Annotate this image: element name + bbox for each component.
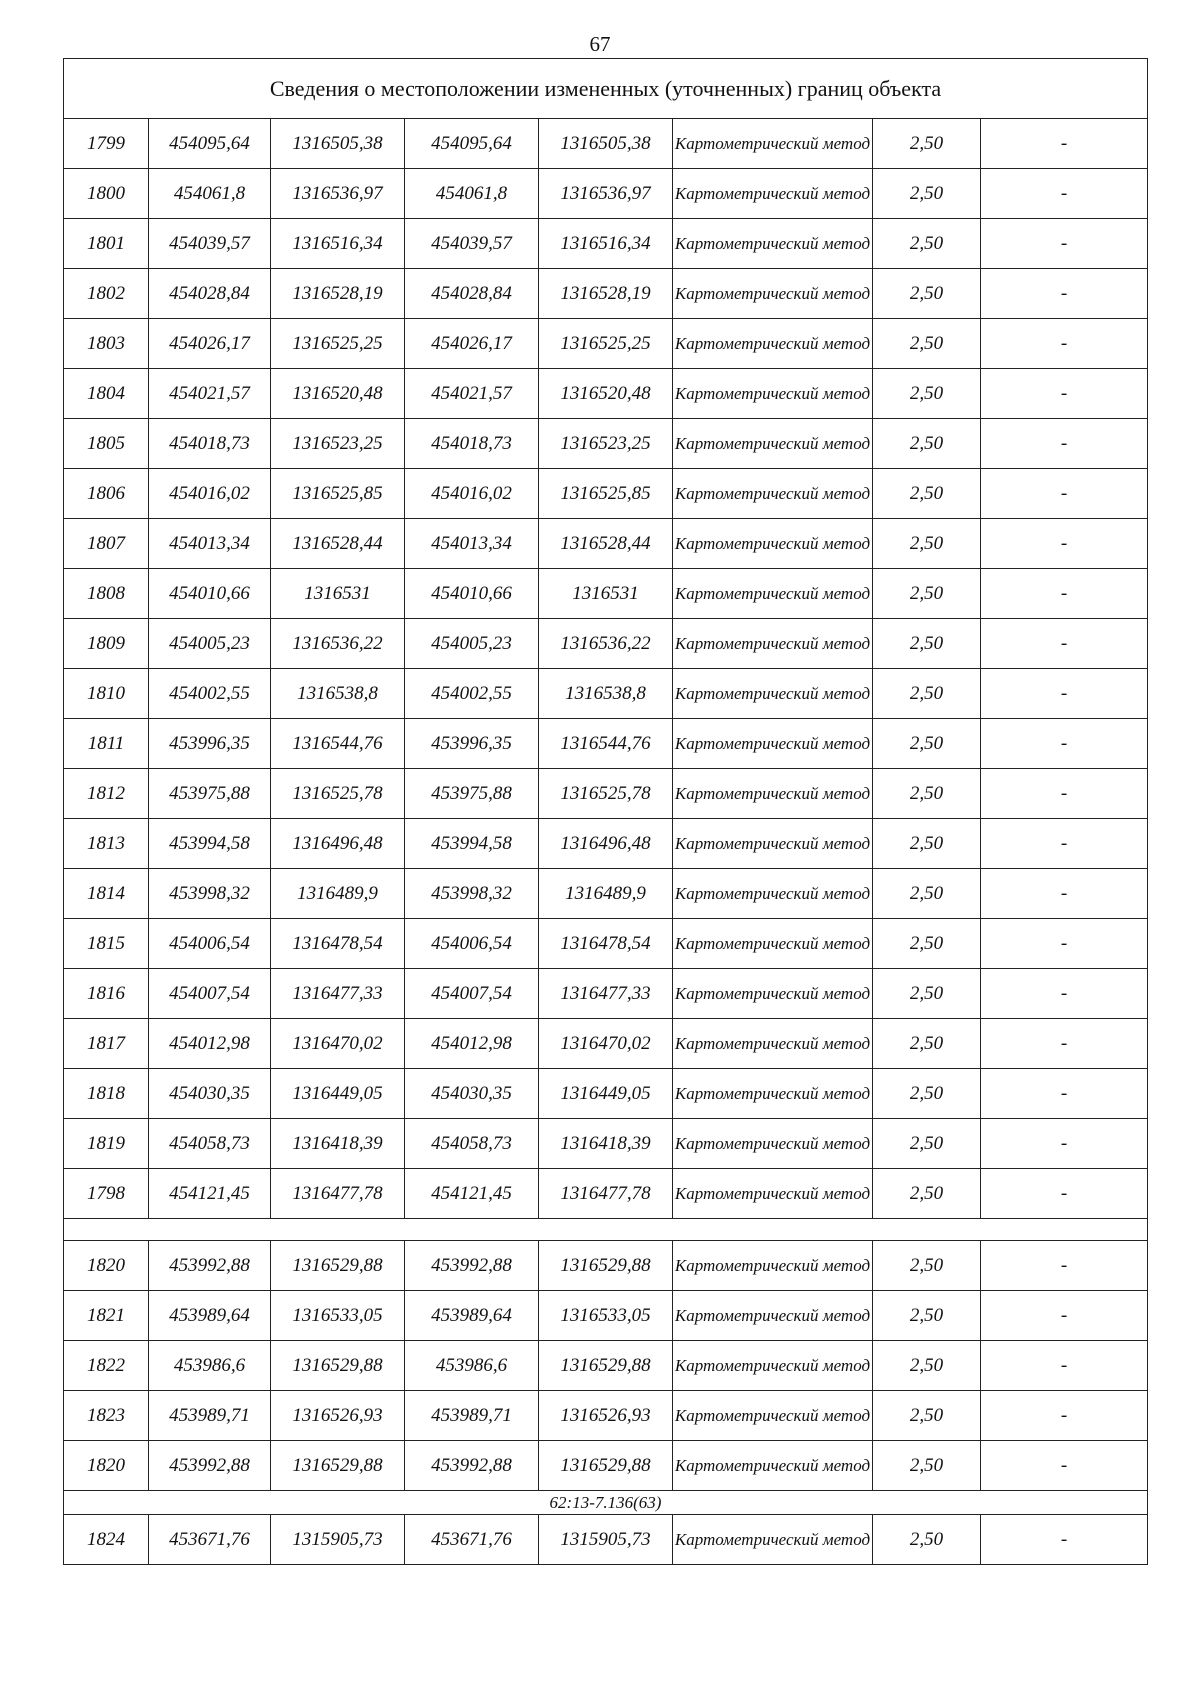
y-refined-cell: 1316529,88 <box>539 1441 673 1491</box>
y-refined-cell: 1316489,9 <box>539 869 673 919</box>
table-row <box>64 1515 1148 1565</box>
table-row <box>64 519 1148 569</box>
y-refined-cell: 1316477,33 <box>539 969 673 1019</box>
x-refined-cell: 454028,84 <box>405 269 539 319</box>
note-cell: - <box>981 719 1148 769</box>
note-cell: - <box>981 1291 1148 1341</box>
note-cell: - <box>981 269 1148 319</box>
separator-cell <box>64 1219 1148 1241</box>
y-refined-cell: 1316525,78 <box>539 769 673 819</box>
note-cell: - <box>981 1169 1148 1219</box>
note-cell: - <box>981 1069 1148 1119</box>
point-number-cell: 1816 <box>64 969 149 1019</box>
y-refined-cell: 1316544,76 <box>539 719 673 769</box>
point-number-cell: 1807 <box>64 519 149 569</box>
method-cell: Картометрический метод <box>673 769 873 819</box>
point-number-cell: 1824 <box>64 1515 149 1565</box>
y-existing-cell: 1316526,93 <box>271 1391 405 1441</box>
note-cell: - <box>981 369 1148 419</box>
x-existing-cell: 454095,64 <box>149 119 271 169</box>
table-row <box>64 1019 1148 1069</box>
table-row <box>64 1241 1148 1291</box>
accuracy-cell: 2,50 <box>873 1119 981 1169</box>
x-existing-cell: 454058,73 <box>149 1119 271 1169</box>
x-existing-cell: 454039,57 <box>149 219 271 269</box>
y-refined-cell: 1316538,8 <box>539 669 673 719</box>
method-cell: Картометрический метод <box>673 1241 873 1291</box>
point-number-cell: 1811 <box>64 719 149 769</box>
method-cell: Картометрический метод <box>673 1019 873 1069</box>
y-existing-cell: 1316449,05 <box>271 1069 405 1119</box>
x-refined-cell: 454058,73 <box>405 1119 539 1169</box>
accuracy-cell: 2,50 <box>873 669 981 719</box>
x-existing-cell: 454026,17 <box>149 319 271 369</box>
y-refined-cell: 1316528,19 <box>539 269 673 319</box>
method-cell: Картометрический метод <box>673 569 873 619</box>
note-cell: - <box>981 919 1148 969</box>
point-number-cell: 1819 <box>64 1119 149 1169</box>
method-cell: Картометрический метод <box>673 469 873 519</box>
point-number-cell: 1804 <box>64 369 149 419</box>
point-number-cell: 1814 <box>64 869 149 919</box>
y-existing-cell: 1316533,05 <box>271 1291 405 1341</box>
note-cell: - <box>981 319 1148 369</box>
point-number-cell: 1802 <box>64 269 149 319</box>
note-cell: - <box>981 119 1148 169</box>
y-existing-cell: 1316418,39 <box>271 1119 405 1169</box>
note-cell: - <box>981 1341 1148 1391</box>
method-cell: Картометрический метод <box>673 1119 873 1169</box>
accuracy-cell: 2,50 <box>873 169 981 219</box>
x-refined-cell: 454012,98 <box>405 1019 539 1069</box>
note-cell: - <box>981 469 1148 519</box>
y-refined-cell: 1316516,34 <box>539 219 673 269</box>
accuracy-cell: 2,50 <box>873 969 981 1019</box>
point-number-cell: 1815 <box>64 919 149 969</box>
table-row <box>64 719 1148 769</box>
method-cell: Картометрический метод <box>673 219 873 269</box>
method-cell: Картометрический метод <box>673 719 873 769</box>
table-row <box>64 419 1148 469</box>
x-existing-cell: 453992,88 <box>149 1441 271 1491</box>
point-number-cell: 1821 <box>64 1291 149 1341</box>
y-refined-cell: 1316418,39 <box>539 1119 673 1169</box>
y-refined-cell: 1316478,54 <box>539 919 673 969</box>
x-refined-cell: 454021,57 <box>405 369 539 419</box>
x-existing-cell: 454021,57 <box>149 369 271 419</box>
table-row <box>64 369 1148 419</box>
point-number-cell: 1803 <box>64 319 149 369</box>
point-number-cell: 1798 <box>64 1169 149 1219</box>
x-existing-cell: 453996,35 <box>149 719 271 769</box>
y-refined-cell: 1316531 <box>539 569 673 619</box>
table-row <box>64 919 1148 969</box>
note-cell: - <box>981 1019 1148 1069</box>
note-cell: - <box>981 219 1148 269</box>
y-refined-cell: 1316536,22 <box>539 619 673 669</box>
y-refined-cell: 1316477,78 <box>539 1169 673 1219</box>
y-refined-cell: 1316505,38 <box>539 119 673 169</box>
y-refined-cell: 1316525,25 <box>539 319 673 369</box>
parcel-label: 62:13-7.136(63) <box>64 1491 1148 1515</box>
accuracy-cell: 2,50 <box>873 1019 981 1069</box>
x-refined-cell: 453992,88 <box>405 1441 539 1491</box>
x-refined-cell: 454030,35 <box>405 1069 539 1119</box>
y-existing-cell: 1316536,97 <box>271 169 405 219</box>
x-existing-cell: 453989,71 <box>149 1391 271 1441</box>
x-refined-cell: 453994,58 <box>405 819 539 869</box>
y-refined-cell: 1315905,73 <box>539 1515 673 1565</box>
method-cell: Картометрический метод <box>673 519 873 569</box>
method-cell: Картометрический метод <box>673 169 873 219</box>
x-refined-cell: 454010,66 <box>405 569 539 619</box>
note-cell: - <box>981 169 1148 219</box>
table-row <box>64 819 1148 869</box>
y-existing-cell: 1316525,25 <box>271 319 405 369</box>
point-number-cell: 1800 <box>64 169 149 219</box>
point-number-cell: 1818 <box>64 1069 149 1119</box>
note-cell: - <box>981 1515 1148 1565</box>
note-cell: - <box>981 819 1148 869</box>
accuracy-cell: 2,50 <box>873 1241 981 1291</box>
x-refined-cell: 454061,8 <box>405 169 539 219</box>
note-cell: - <box>981 669 1148 719</box>
accuracy-cell: 2,50 <box>873 919 981 969</box>
y-existing-cell: 1316516,34 <box>271 219 405 269</box>
point-number-cell: 1808 <box>64 569 149 619</box>
x-existing-cell: 454030,35 <box>149 1069 271 1119</box>
method-cell: Картометрический метод <box>673 1441 873 1491</box>
y-refined-cell: 1316528,44 <box>539 519 673 569</box>
point-number-cell: 1813 <box>64 819 149 869</box>
table-row <box>64 669 1148 719</box>
accuracy-cell: 2,50 <box>873 369 981 419</box>
method-cell: Картометрический метод <box>673 1169 873 1219</box>
x-existing-cell: 454018,73 <box>149 419 271 469</box>
method-cell: Картометрический метод <box>673 1391 873 1441</box>
parcel-label-row <box>64 1491 1148 1515</box>
point-number-cell: 1820 <box>64 1441 149 1491</box>
method-cell: Картометрический метод <box>673 1341 873 1391</box>
note-cell: - <box>981 619 1148 669</box>
y-refined-cell: 1316523,25 <box>539 419 673 469</box>
y-existing-cell: 1316489,9 <box>271 869 405 919</box>
accuracy-cell: 2,50 <box>873 619 981 669</box>
y-existing-cell: 1316523,25 <box>271 419 405 469</box>
note-cell: - <box>981 1441 1148 1491</box>
x-refined-cell: 454002,55 <box>405 669 539 719</box>
x-existing-cell: 454012,98 <box>149 1019 271 1069</box>
table-row <box>64 119 1148 169</box>
accuracy-cell: 2,50 <box>873 1069 981 1119</box>
x-existing-cell: 453986,6 <box>149 1341 271 1391</box>
y-existing-cell: 1316544,76 <box>271 719 405 769</box>
method-cell: Картометрический метод <box>673 619 873 669</box>
accuracy-cell: 2,50 <box>873 419 981 469</box>
y-refined-cell: 1316536,97 <box>539 169 673 219</box>
table-row <box>64 619 1148 669</box>
x-refined-cell: 453996,35 <box>405 719 539 769</box>
point-number-cell: 1820 <box>64 1241 149 1291</box>
note-cell: - <box>981 419 1148 469</box>
y-refined-cell: 1316525,85 <box>539 469 673 519</box>
x-existing-cell: 454013,34 <box>149 519 271 569</box>
group-separator-row <box>64 1219 1148 1241</box>
accuracy-cell: 2,50 <box>873 1169 981 1219</box>
table-row <box>64 1441 1148 1491</box>
method-cell: Картометрический метод <box>673 969 873 1019</box>
x-existing-cell: 453992,88 <box>149 1241 271 1291</box>
point-number-cell: 1823 <box>64 1391 149 1441</box>
x-existing-cell: 454006,54 <box>149 919 271 969</box>
x-refined-cell: 453992,88 <box>405 1241 539 1291</box>
accuracy-cell: 2,50 <box>873 469 981 519</box>
table-row <box>64 169 1148 219</box>
point-number-cell: 1805 <box>64 419 149 469</box>
point-number-cell: 1799 <box>64 119 149 169</box>
method-cell: Картометрический метод <box>673 1291 873 1341</box>
point-number-cell: 1801 <box>64 219 149 269</box>
x-refined-cell: 454013,34 <box>405 519 539 569</box>
table-row <box>64 1169 1148 1219</box>
y-existing-cell: 1316529,88 <box>271 1241 405 1291</box>
accuracy-cell: 2,50 <box>873 269 981 319</box>
x-refined-cell: 453989,71 <box>405 1391 539 1441</box>
y-existing-cell: 1316536,22 <box>271 619 405 669</box>
table-row <box>64 319 1148 369</box>
x-refined-cell: 454016,02 <box>405 469 539 519</box>
page-number: 67 <box>589 32 611 56</box>
x-existing-cell: 454121,45 <box>149 1169 271 1219</box>
y-refined-cell: 1316449,05 <box>539 1069 673 1119</box>
x-existing-cell: 453671,76 <box>149 1515 271 1565</box>
accuracy-cell: 2,50 <box>873 769 981 819</box>
x-refined-cell: 454026,17 <box>405 319 539 369</box>
x-existing-cell: 453994,58 <box>149 819 271 869</box>
x-refined-cell: 454095,64 <box>405 119 539 169</box>
x-existing-cell: 454016,02 <box>149 469 271 519</box>
y-refined-cell: 1316529,88 <box>539 1341 673 1391</box>
accuracy-cell: 2,50 <box>873 1291 981 1341</box>
note-cell: - <box>981 969 1148 1019</box>
y-existing-cell: 1316470,02 <box>271 1019 405 1069</box>
x-existing-cell: 454061,8 <box>149 169 271 219</box>
x-existing-cell: 454002,55 <box>149 669 271 719</box>
x-refined-cell: 454005,23 <box>405 619 539 669</box>
accuracy-cell: 2,50 <box>873 819 981 869</box>
x-existing-cell: 454007,54 <box>149 969 271 1019</box>
y-refined-cell: 1316526,93 <box>539 1391 673 1441</box>
y-existing-cell: 1316538,8 <box>271 669 405 719</box>
x-existing-cell: 453989,64 <box>149 1291 271 1341</box>
note-cell: - <box>981 769 1148 819</box>
point-number-cell: 1810 <box>64 669 149 719</box>
x-existing-cell: 454010,66 <box>149 569 271 619</box>
accuracy-cell: 2,50 <box>873 719 981 769</box>
x-refined-cell: 453986,6 <box>405 1341 539 1391</box>
x-existing-cell: 453998,32 <box>149 869 271 919</box>
x-refined-cell: 454007,54 <box>405 969 539 1019</box>
method-cell: Картометрический метод <box>673 319 873 369</box>
accuracy-cell: 2,50 <box>873 1441 981 1491</box>
table-row <box>64 1119 1148 1169</box>
note-cell: - <box>981 1391 1148 1441</box>
x-refined-cell: 453671,76 <box>405 1515 539 1565</box>
y-existing-cell: 1316478,54 <box>271 919 405 969</box>
x-refined-cell: 453998,32 <box>405 869 539 919</box>
accuracy-cell: 2,50 <box>873 869 981 919</box>
note-cell: - <box>981 569 1148 619</box>
method-cell: Картометрический метод <box>673 269 873 319</box>
y-existing-cell: 1316525,78 <box>271 769 405 819</box>
y-existing-cell: 1316477,78 <box>271 1169 405 1219</box>
point-number-cell: 1822 <box>64 1341 149 1391</box>
y-refined-cell: 1316533,05 <box>539 1291 673 1341</box>
table-row <box>64 769 1148 819</box>
method-cell: Картометрический метод <box>673 119 873 169</box>
table-row <box>64 269 1148 319</box>
accuracy-cell: 2,50 <box>873 319 981 369</box>
y-existing-cell: 1316529,88 <box>271 1341 405 1391</box>
note-cell: - <box>981 1119 1148 1169</box>
x-existing-cell: 454028,84 <box>149 269 271 319</box>
y-existing-cell: 1316496,48 <box>271 819 405 869</box>
method-cell: Картометрический метод <box>673 669 873 719</box>
accuracy-cell: 2,50 <box>873 1341 981 1391</box>
y-refined-cell: 1316529,88 <box>539 1241 673 1291</box>
x-refined-cell: 454018,73 <box>405 419 539 469</box>
accuracy-cell: 2,50 <box>873 219 981 269</box>
y-existing-cell: 1316505,38 <box>271 119 405 169</box>
x-refined-cell: 454039,57 <box>405 219 539 269</box>
point-number-cell: 1809 <box>64 619 149 669</box>
method-cell: Картометрический метод <box>673 1069 873 1119</box>
accuracy-cell: 2,50 <box>873 569 981 619</box>
y-refined-cell: 1316470,02 <box>539 1019 673 1069</box>
table-row <box>64 1069 1148 1119</box>
x-existing-cell: 454005,23 <box>149 619 271 669</box>
point-number-cell: 1812 <box>64 769 149 819</box>
y-existing-cell: 1316528,19 <box>271 269 405 319</box>
accuracy-cell: 2,50 <box>873 519 981 569</box>
method-cell: Картометрический метод <box>673 819 873 869</box>
table-row <box>64 1341 1148 1391</box>
x-refined-cell: 454121,45 <box>405 1169 539 1219</box>
method-cell: Картометрический метод <box>673 919 873 969</box>
y-existing-cell: 1316531 <box>271 569 405 619</box>
x-existing-cell: 453975,88 <box>149 769 271 819</box>
method-cell: Картометрический метод <box>673 1515 873 1565</box>
y-existing-cell: 1316529,88 <box>271 1441 405 1491</box>
point-number-cell: 1817 <box>64 1019 149 1069</box>
y-existing-cell: 1316525,85 <box>271 469 405 519</box>
y-existing-cell: 1316528,44 <box>271 519 405 569</box>
x-refined-cell: 454006,54 <box>405 919 539 969</box>
table-row <box>64 869 1148 919</box>
table-row <box>64 469 1148 519</box>
method-cell: Картометрический метод <box>673 869 873 919</box>
method-cell: Картометрический метод <box>673 369 873 419</box>
method-cell: Картометрический метод <box>673 419 873 469</box>
y-existing-cell: 1316477,33 <box>271 969 405 1019</box>
note-cell: - <box>981 869 1148 919</box>
point-number-cell: 1806 <box>64 469 149 519</box>
accuracy-cell: 2,50 <box>873 119 981 169</box>
y-existing-cell: 1316520,48 <box>271 369 405 419</box>
accuracy-cell: 2,50 <box>873 1515 981 1565</box>
coordinates-table <box>63 58 1148 1565</box>
y-existing-cell: 1315905,73 <box>271 1515 405 1565</box>
table-row <box>64 569 1148 619</box>
x-refined-cell: 453989,64 <box>405 1291 539 1341</box>
table-row <box>64 969 1148 1019</box>
note-cell: - <box>981 519 1148 569</box>
table-row <box>64 1291 1148 1341</box>
x-refined-cell: 453975,88 <box>405 769 539 819</box>
accuracy-cell: 2,50 <box>873 1391 981 1441</box>
table-row <box>64 1391 1148 1441</box>
y-refined-cell: 1316496,48 <box>539 819 673 869</box>
table-row <box>64 219 1148 269</box>
y-refined-cell: 1316520,48 <box>539 369 673 419</box>
table-title: Сведения о местоположении измененных (уточненных) границ объекта <box>64 59 1148 119</box>
note-cell: - <box>981 1241 1148 1291</box>
